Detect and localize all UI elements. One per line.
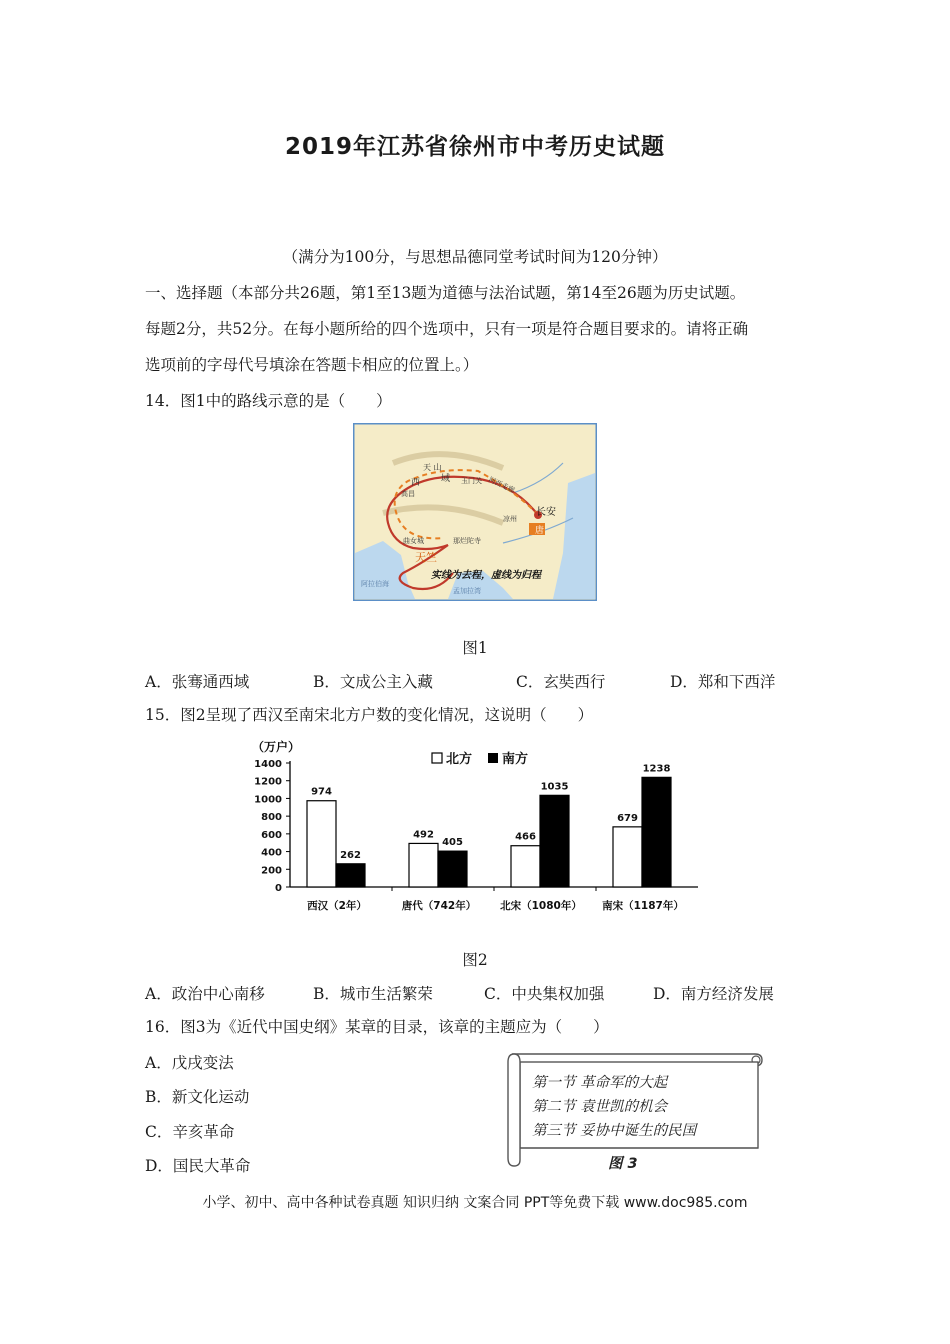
y-tick-label: 200 [261, 865, 282, 877]
map-label-tianzhu: 天竺 [415, 551, 437, 564]
map-label-hexi: 河西走廊 [487, 475, 516, 495]
y-tick-label: 1400 [254, 759, 282, 770]
y-tick-label: 0 [275, 883, 282, 894]
page-title: 2019年江苏省徐州市中考历史试题 [284, 134, 665, 160]
x-tick-label: 北宋（1080年） [500, 900, 582, 912]
map-label-nalanduo: 那烂陀寺 [453, 537, 481, 545]
bar-value-label: 679 [617, 812, 638, 824]
map-label-tianshan: 天 山 [423, 463, 442, 472]
score-note: （满分为100分，与思想品德同堂考试时间为120分钟） [282, 248, 668, 266]
q14-option-d: D．郑和下西洋 [670, 673, 776, 691]
bar-north [511, 846, 540, 887]
map-label-liangzhou: 凉州 [503, 515, 517, 523]
scroll-line-1: 第一节 革命军的大起 [532, 1075, 668, 1091]
q14-option-a: A．张骞通西域 [145, 673, 250, 691]
bar-value-label: 466 [515, 831, 536, 843]
bar-value-label: 492 [413, 829, 434, 841]
y-tick-label: 600 [261, 829, 282, 841]
q16-option-c: C．辛亥革命 [145, 1123, 235, 1141]
section-instructions-1: 一、选择题（本部分共26题，第1至13题为道德与法治试题，第14至26题为历史试题。 [145, 284, 746, 302]
q15-option-a: A．政治中心南移 [145, 985, 265, 1003]
map-label-xi: 西 [411, 478, 421, 488]
q15-option-d: D．南方经济发展 [653, 985, 774, 1003]
figure-1-caption: 图1 [462, 639, 488, 657]
legend-label-south: 南方 [502, 752, 529, 767]
map-legend: 实线为去程，虚线为归程 [431, 570, 541, 581]
households-bar-chart [240, 735, 710, 920]
bar-value-label: 405 [442, 837, 463, 849]
route-map-figure [353, 423, 597, 601]
footer-text: 小学、初中、高中各种试卷真题 知识归纳 文案合同 PPT等免费下载 www.doc985.com [202, 1195, 748, 1211]
x-tick-label: 西汉（2年） [307, 900, 367, 912]
q14-option-b: B．文成公主入藏 [313, 673, 433, 691]
legend-label-north: 北方 [446, 752, 473, 767]
bar-south [336, 864, 365, 887]
bar-value-label: 1035 [540, 781, 569, 793]
map-label-yumenguan: 玉门关 [461, 477, 482, 485]
bar-north [409, 843, 438, 887]
map-label-changan: 长安 [536, 507, 556, 518]
question-14-stem: 14．图1中的路线示意的是（ ） [145, 392, 392, 410]
bar-north [613, 827, 642, 887]
y-tick-label: 400 [261, 847, 282, 859]
chart-ylabel: （万户） [252, 740, 301, 754]
x-tick-label: 唐代（742年） [401, 900, 477, 912]
scroll-line-3: 第三节 妥协中诞生的民国 [532, 1123, 697, 1139]
map-label-tang: 唐 [535, 526, 545, 536]
x-tick-label: 南宋（1187年） [602, 900, 684, 912]
y-tick-label: 1200 [254, 776, 282, 788]
bar-value-label: 1238 [642, 763, 671, 775]
figure-2-caption: 图2 [462, 951, 488, 969]
figure-3-caption: 图 3 [608, 1156, 638, 1172]
bar-value-label: 262 [340, 849, 361, 861]
y-tick-label: 1000 [254, 794, 282, 806]
scroll-line-2: 第二节 袁世凯的机会 [532, 1099, 668, 1115]
map-label-qunuguo: 曲女城 [403, 537, 424, 545]
scroll-figure [500, 1048, 768, 1176]
q16-option-a: A．戊戌变法 [145, 1054, 234, 1072]
legend-swatch-north [432, 753, 442, 763]
q16-option-b: B．新文化运动 [145, 1088, 250, 1106]
bar-south [540, 795, 569, 887]
bar-south [642, 777, 671, 887]
y-tick-label: 800 [261, 812, 282, 824]
map-label-arabian-sea: 阿拉伯海 [361, 580, 389, 588]
q15-option-b: B．城市生活繁荣 [313, 985, 433, 1003]
question-16-stem: 16．图3为《近代中国史纲》某章的目录，该章的主题应为（ ） [145, 1018, 609, 1036]
question-15-stem: 15．图2呈现了西汉至南宋北方户数的变化情况，这说明（ ） [145, 706, 594, 724]
map-label-bay: 孟加拉湾 [453, 587, 481, 595]
section-instructions-3: 选项前的字母代号填涂在答题卡相应的位置上。） [145, 356, 479, 374]
q16-option-d: D．国民大革命 [145, 1157, 251, 1175]
bar-value-label: 974 [311, 786, 332, 798]
q15-option-c: C．中央集权加强 [484, 985, 605, 1003]
map-label-yu: 域 [441, 474, 451, 484]
bar-north [307, 801, 336, 887]
legend-swatch-south [488, 753, 498, 763]
section-instructions-2: 每题2分，共52分。在每小题所给的四个选项中，只有一项是符合题目要求的。请将正确 [145, 320, 749, 338]
bar-south [438, 851, 467, 887]
map-label-gaochang: 高昌 [401, 490, 415, 498]
q14-option-c: C．玄奘西行 [516, 673, 606, 691]
